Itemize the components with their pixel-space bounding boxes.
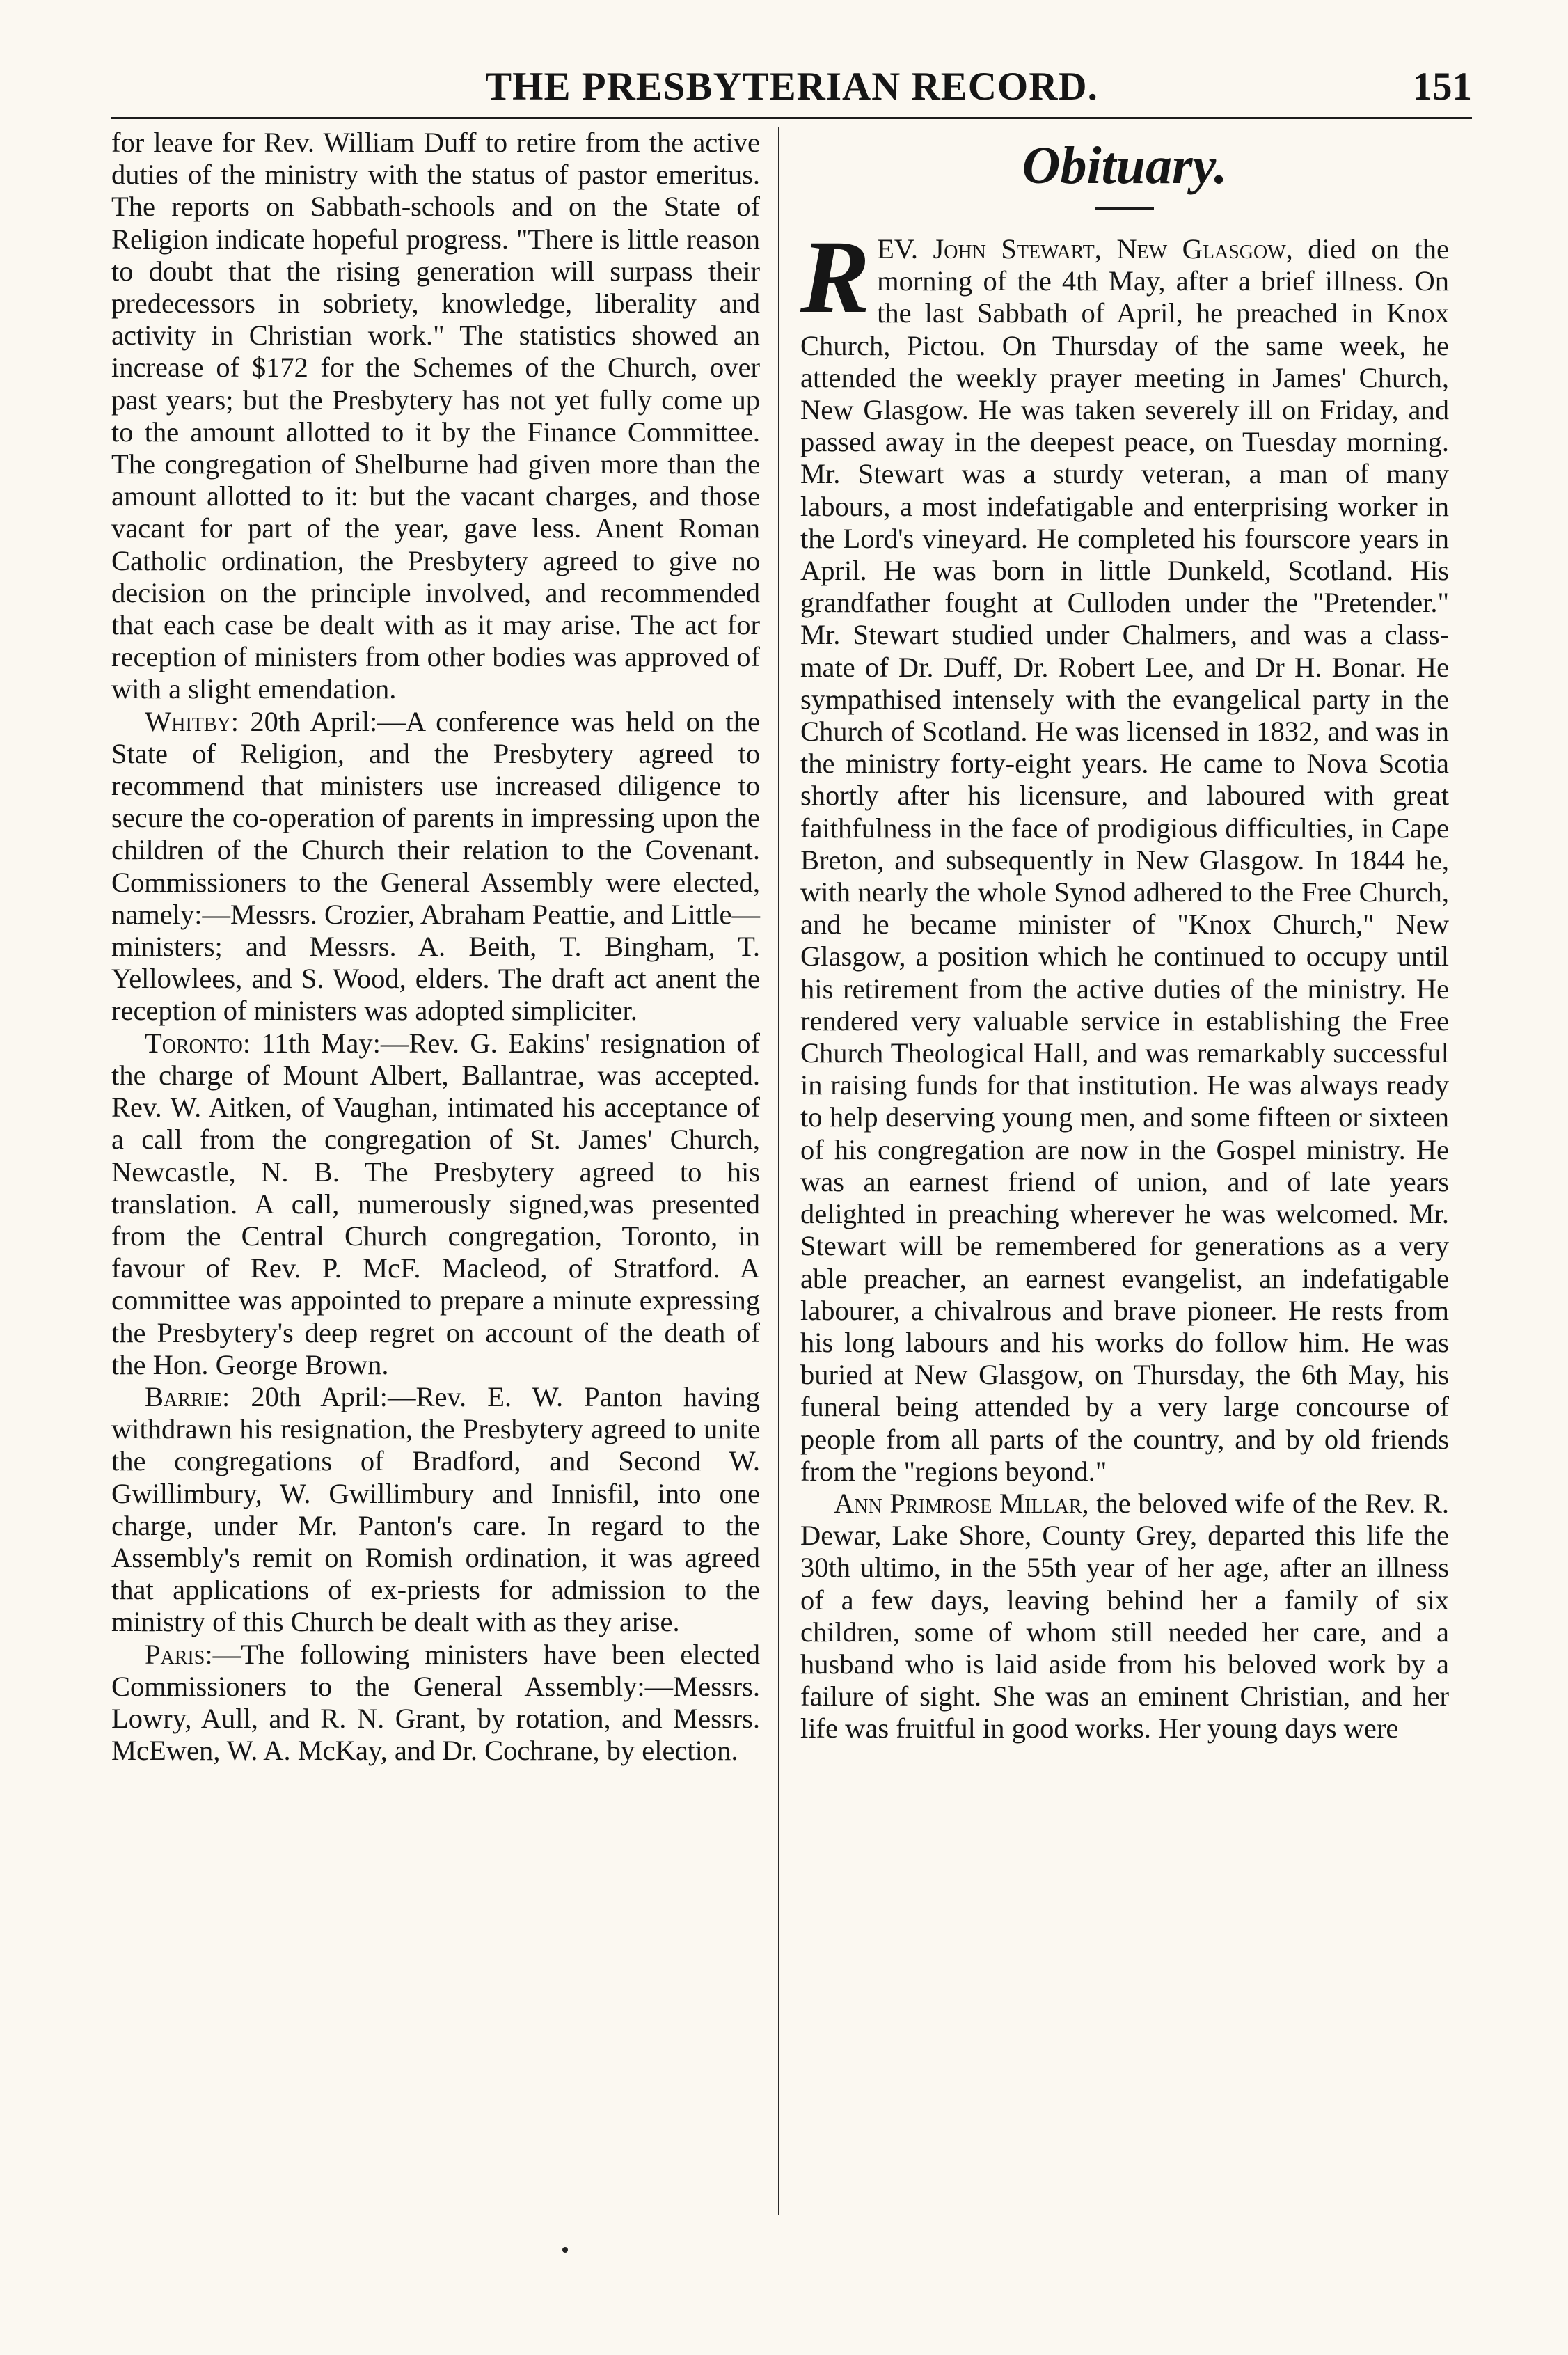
presbytery-report-continued: for leave for Rev. William Duff to retire from the active duties of the ministry with the status of pastor emeritus. The reports on Sabbath-schools and on the State of Religion indicate hopeful progress. "There is little reason to doubt that the rising generation will surpass their predecessors in sobriety, knowledge, liberality and activity in Christian work." The statistics showed an increase of $172 for the Schemes of the Church, over past years; but the Presbytery has not yet fully come up to the amount allotted to it by the Finance Committee. The congregation of Shelburne had given more than the amount allotted to it: but the vacant charges, and those vacant for part of the year, gave less. Anent Roman Catholic ordination, the Presbytery agreed to give no decision on the principle involved, and recommended that each case be dealt with as it may arise. The act for reception of ministers from other bodies was approved of with a slight emendation. [111, 127, 760, 705]
column-divider [778, 127, 779, 2215]
section-title-rule [1095, 207, 1154, 210]
report-text-barrie: : 20th April:—Rev. E. W. Panton having withdrawn his resignation, the Presbytery agreed to unite the congregations of Bradford, and Second W. Gwillimbury, W. Gwillimbury and Innisfil, into one charge, under Mr. Panton's care. In regard to the Assembly's remit on Romish ordination, it was agreed that applications of ex-priests for admission to the ministry of this Church be dealt with as they arise. [111, 1380, 760, 1638]
report-toronto [111, 1027, 760, 1381]
obituary-text-ann-primrose-millar: the beloved wife of the Rev. R. Dewar, Lake Shore, County Grey, departed this life the 30th ultimo, in the 55th year of her age, after an illness of a few days, leaving behind her a family of six children, some of whom still needed her care, and a husband who is laid aside from his beloved work by a failure of sight. She was an eminent Christian, and her life was fruitful in good works. Her young days were [800, 1487, 1450, 1744]
place-name-barrie: Barrie [145, 1380, 223, 1412]
report-text-whitby: : 20th April:—A conference was held on the State of Religion, and the Presbytery agreed to recommend that ministers use increased diligence to secure the co-operation of parents in impressing upon the children of the Church their relation to the Covenant. Commissioners to the General Assembly were elected, namely:—Messrs. Crozier, Abraham Peattie, and Little—ministers; and Messrs. A. Beith, T. Bingham, T. Yellowlees, and S. Wood, elders. The draft act anent the reception of ministers was adopted simpliciter. [111, 705, 760, 1027]
obituary-ann-primrose-millar [800, 1488, 1449, 1745]
report-barrie [111, 1381, 760, 1639]
right-column [800, 127, 1449, 1745]
obituary-name-ann-primrose-millar: Ann Primrose Millar, [834, 1487, 1089, 1519]
page-header [111, 64, 1472, 110]
place-name-toronto: Toronto [145, 1027, 243, 1059]
section-title-obituary: Obituary. [1022, 136, 1228, 195]
report-paris [111, 1639, 760, 1767]
obituary-text-john-stewart: died on the morning of the 4th May, after a brief illness. On the last Sabbath of April, he preached in Knox Church, Pictou. On Thursday of the same week, he attended the weekly prayer meeting in James' Church, New Glasgow. He was taken severely ill on Friday, and passed away in the deepest peace, on Tuesday morning. Mr. Stewart was a sturdy veteran, a man of many labours, a most indefatigable and enterprising worker in the Lord's vineyard. He completed his fourscore years in April. He was born in little Dunkeld, Scotland. His grandfather fought at Culloden under the "Pretender." Mr. Stewart studied under Chalmers, and was a class-mate of Dr. Duff, Dr. Robert Lee, and Dr H. Bonar. He sympathised intensely with the evangelical party in the Church of Scotland. He was licensed in 1832, and was in the ministry forty-eight years. He came to Nova Scotia shortly after his licensure, and laboured with great faithfulness in the face of prodigious difficulties, in Cape Breton, and subsequently in New Glasgow. In 1844 he, with nearly the whole Synod adhered to the Free Church, and he became minister of "Knox Church," New Glasgow, a position which he continued to occupy until his retirement from the active duties of the ministry. He rendered very valuable service in establishing the Free Church Theological Hall, and was remarkably successful in raising funds for that institution. He was always ready to help deserving young men, and some fifteen or sixteen of his congregation are now in the Gospel ministry. He was an earnest friend of union, and of late years delighted in preaching wherever he was welcomed. Mr. Stewart will be remembered for generations as a very able preacher, an earnest evangelist, an indefatigable labourer, a chivalrous and brave pioneer. He rests from his long labours and his works do follow him. He was buried at New Glasgow, on Thursday, the 6th May, his funeral being attended by a very large concourse of people from all parts of the country, and by old friends from the "regions beyond." [800, 233, 1449, 1487]
place-name-paris: Paris [145, 1638, 205, 1670]
obituary-john-stewart [800, 219, 1449, 1488]
printer-mark [562, 2247, 568, 2253]
report-whitby [111, 706, 760, 1027]
page-number: 151 [1412, 65, 1472, 109]
drop-cap-letter: R [800, 219, 871, 335]
publication-title: THE PRESBYTERIAN RECORD. [485, 65, 1098, 109]
report-text-paris: :—The following ministers have been elected Commissioners to the General Assembly:—Messrs. Lowry, Aull, and R. N. Grant, by rotation, and Messrs. McEwen, W. A. McKay, and Dr. Cochrane, by election. [111, 1638, 760, 1767]
left-column [111, 127, 760, 1767]
place-name-whitby: Whitby [145, 705, 231, 737]
report-text-toronto: : 11th May:—Rev. G. Eakins' resignation of the charge of Mount Albert, Ballantrae, was accepted. Rev. W. Aitken, of Vaughan, intimated his acceptance of a call from the congregation of St. James' Church, Newcastle, N. B. The Presbytery agreed to his translation. A call, numerously signed,was presented from the Central Church congregation, Toronto, in favour of Rev. P. McF. Macleod, of Stratford. A committee was appointed to prepare a minute expressing the Presbytery's deep regret on account of the death of the Hon. George Brown. [111, 1027, 760, 1380]
obituary-name-john-stewart: EV. John Stewart, New Glasgow, [877, 233, 1293, 265]
header-rule [111, 117, 1472, 119]
